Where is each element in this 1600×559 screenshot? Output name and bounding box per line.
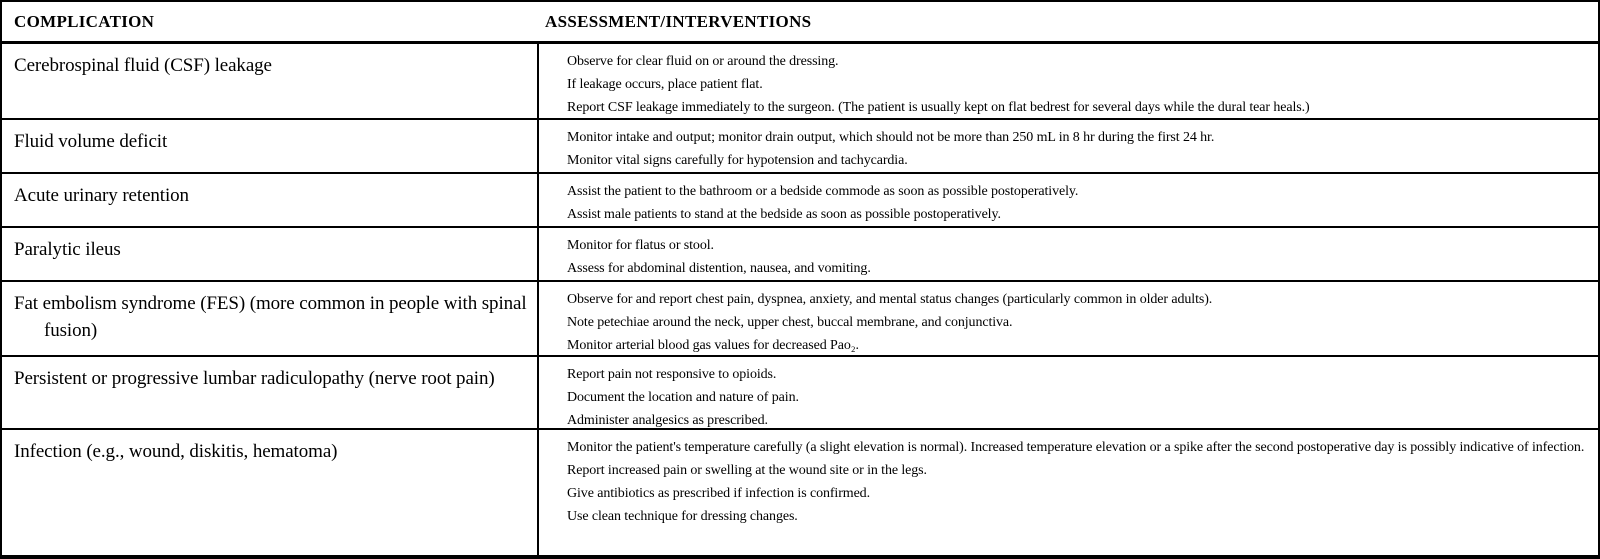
intervention-item: Monitor arterial blood gas values for decreased Pao₂. <box>567 338 859 353</box>
intervention-item: Monitor for flatus or stool. <box>567 238 714 253</box>
intervention-item: If leakage occurs, place patient flat. <box>567 77 763 92</box>
complication-cell: Paralytic ileus <box>2 228 539 280</box>
intervention-item: Use clean technique for dressing changes. <box>567 509 798 524</box>
table-row <box>2 430 1598 555</box>
intervention-item: Report pain not responsive to opioids. <box>567 367 777 382</box>
intervention-item: Assist the patient to the bathroom or a bedside commode as soon as possible postoperatively. <box>567 184 1079 199</box>
interventions-cell <box>539 44 1598 119</box>
interventions-cell <box>539 430 1598 555</box>
complication-cell: Fat embolism syndrome (FES) (more common in people with spinal fusion) <box>2 282 539 357</box>
intervention-item: Monitor intake and output; monitor drain output, which should not be more than 250 mL in 8 hr during the first 24 hr. <box>567 130 1215 145</box>
intervention-item: Assist male patients to stand at the bedside as soon as possible postoperatively. <box>567 207 1001 222</box>
complication-cell: Cerebrospinal fluid (CSF) leakage <box>2 44 539 119</box>
intervention-item: Assess for abdominal distention, nausea, and vomiting. <box>567 261 871 276</box>
column-header-interventions: ASSESSMENT/INTERVENTIONS <box>545 11 812 31</box>
interventions-cell <box>539 357 1598 432</box>
table-row <box>2 228 1598 282</box>
intervention-item: Observe for clear fluid on or around the dressing. <box>567 54 839 69</box>
intervention-item: Report increased pain or swelling at the wound site or in the legs. <box>567 463 927 478</box>
table-row <box>2 44 1598 120</box>
interventions-cell <box>539 282 1598 357</box>
intervention-item: Observe for and report chest pain, dyspnea, anxiety, and mental status changes (particularly common in older adults). <box>567 292 1213 307</box>
complication-cell: Persistent or progressive lumbar radiculopathy (nerve root pain) <box>2 357 539 432</box>
intervention-item: Monitor the patient's temperature carefully (a slight elevation is normal). Increased temperature elevation or a spike after the second postoperative day is possibly indicative of infection. <box>567 440 1585 455</box>
table-row <box>2 282 1598 357</box>
table-row <box>2 120 1598 174</box>
intervention-item: Monitor vital signs carefully for hypotension and tachycardia. <box>567 153 908 168</box>
intervention-item: Note petechiae around the neck, upper chest, buccal membrane, and conjunctiva. <box>567 315 1013 330</box>
table-row <box>2 174 1598 228</box>
complication-cell: Infection (e.g., wound, diskitis, hematoma) <box>2 430 539 555</box>
intervention-item: Administer analgesics as prescribed. <box>567 413 768 428</box>
complication-cell: Acute urinary retention <box>2 174 539 226</box>
intervention-item: Give antibiotics as prescribed if infection is confirmed. <box>567 486 870 501</box>
interventions-cell <box>539 120 1598 172</box>
table-header-row <box>2 2 1598 44</box>
interventions-cell <box>539 174 1598 226</box>
complication-cell: Fluid volume deficit <box>2 120 539 172</box>
column-header-complication: COMPLICATION <box>14 11 155 31</box>
table-row <box>2 357 1598 430</box>
intervention-item: Document the location and nature of pain. <box>567 390 799 405</box>
interventions-cell <box>539 228 1598 280</box>
intervention-item: Report CSF leakage immediately to the surgeon. (The patient is usually kept on flat bedrest for several days while the dural tear heals.) <box>567 100 1310 115</box>
